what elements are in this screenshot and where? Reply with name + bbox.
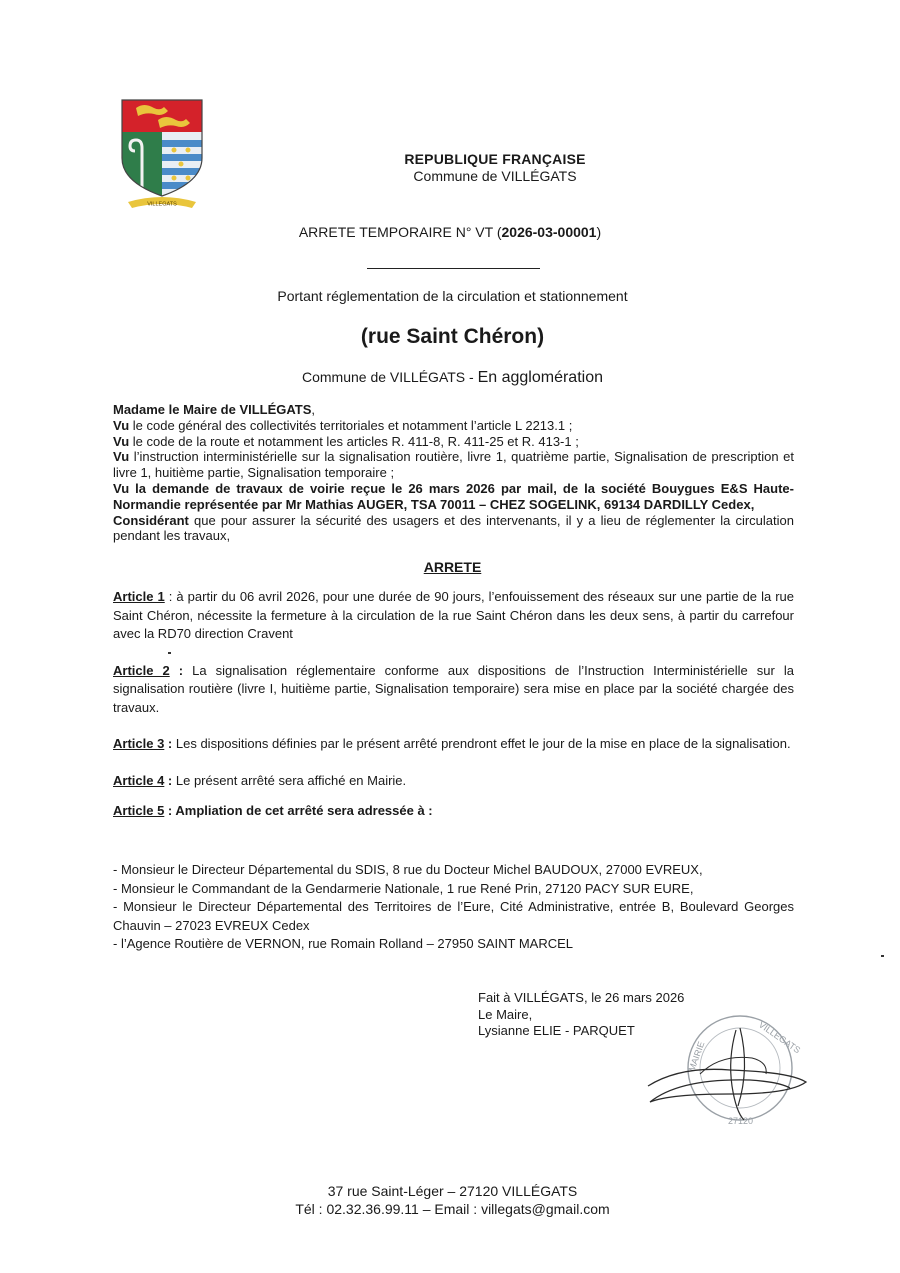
arrete-number xyxy=(0,224,900,240)
commune-zone-area: En agglomération xyxy=(477,369,603,386)
arrete-number-prefix: ARRETE TEMPORAIRE N° VT ( xyxy=(298,224,502,240)
street-name: (rue Saint Chéron) xyxy=(360,325,545,348)
scan-speck xyxy=(881,955,884,957)
title-separator xyxy=(367,268,540,269)
article-separator: : xyxy=(164,736,176,751)
article-label: Article 4 xyxy=(113,772,165,788)
header xyxy=(360,151,630,184)
vu-label: Vu xyxy=(113,417,130,433)
article-label: Article 5 xyxy=(113,803,165,818)
preamble-vu-3 xyxy=(113,449,794,481)
article-text: Ampliation de cet arrêté sera adressée à : xyxy=(175,803,433,818)
footer-contact: Tél : 02.32.36.99.11 – Email : villegats@gmail.com xyxy=(295,1201,610,1217)
article-4 xyxy=(113,772,794,791)
article-label: Article 2 xyxy=(113,662,170,678)
article-3 xyxy=(113,735,794,754)
article-text: Les dispositions définies par le présent arrêté prendront effet le jour de la mise en place de la signalisation. xyxy=(175,736,791,751)
article-separator: : xyxy=(164,803,176,818)
article-label: Article 1 xyxy=(113,589,165,604)
stamp-bottom-text: 27120 xyxy=(728,1116,754,1126)
preamble-considerant xyxy=(113,513,794,545)
preamble-vu-2 xyxy=(113,434,794,450)
decree-subject: Portant réglementation de la circulation et stationnement xyxy=(277,288,628,304)
article-text: La signalisation réglementaire conforme aux dispositions de l’Instruction Interministérielle sur la signalisation routière (livre I, huitième partie, Signalisation temporaire) sera mise en place par la société chargée des travaux. xyxy=(113,662,794,715)
recipient-item: - Monsieur le Directeur Départemental des Territoires de l’Eure, Cité Administrative, entrée B, Boulevard Georges Chauvin – 27023 EVREUX Cedex xyxy=(113,899,794,933)
vu-label: Vu xyxy=(113,433,130,449)
vu-text: l’instruction interministérielle sur la signalisation routière, livre 1, quatrième partie, Signalisation de prescription et livre 1, huitième partie, Signalisation temporaire ; xyxy=(113,449,794,481)
crest-motto: VILLEGATS xyxy=(147,201,177,208)
commune-zone xyxy=(0,369,900,387)
arrete-heading: ARRETE xyxy=(423,559,482,575)
vu-text: le code général des collectivités territoriales et notamment l’article L 2213.1 ; xyxy=(129,417,573,433)
vu-label: Vu xyxy=(113,449,130,465)
scan-speck xyxy=(168,652,171,654)
preamble xyxy=(113,402,794,544)
considerant-label: Considérant xyxy=(113,512,189,528)
recipient-item: - l’Agence Routière de VERNON, rue Romain Rolland – 27950 SAINT MARCEL xyxy=(113,936,574,952)
article-separator: : xyxy=(164,589,177,604)
mayor-stamp-icon xyxy=(640,1008,810,1132)
footer xyxy=(0,1182,900,1218)
vu-text: le code de la route et notamment les articles R. 411-8, R. 411-25 et R. 413-1 ; xyxy=(129,433,579,449)
article-separator: : xyxy=(164,772,176,788)
coat-of-arms-icon xyxy=(118,96,206,212)
article-1 xyxy=(113,588,794,644)
stamp-left-text: MAIRIE xyxy=(686,1040,707,1073)
recipients-list xyxy=(113,861,794,954)
preamble-mayor xyxy=(113,402,794,418)
signature-title: Le Maire, xyxy=(478,1006,533,1022)
article-text: à partir du 06 avril 2026, pour une durée de 90 jours, l’enfouissement des réseaux sur une partie de la rue Saint Chéron, nécessite la fermeture à la circulation de la rue Saint Chéron dans les deux sens, à partir du carrefour avec la RD70 direction Cravent xyxy=(113,589,795,641)
article-text: Le présent arrêté sera affiché en Mairie. xyxy=(175,772,407,788)
recipient-item: - Monsieur le Directeur Départemental du SDIS, 8 rue du Docteur Michel BAUDOUX, 27000 EVREUX, xyxy=(113,862,703,877)
article-separator: : xyxy=(169,662,193,678)
article-2 xyxy=(113,662,794,718)
republic-title: REPUBLIQUE FRANÇAISE xyxy=(404,151,586,167)
footer-address: 37 rue Saint-Léger – 27120 VILLÉGATS xyxy=(327,1183,578,1199)
commune-zone-commune: Commune de VILLÉGATS - xyxy=(301,369,478,385)
article-label: Article 3 xyxy=(113,736,165,751)
articles xyxy=(113,588,794,821)
recipient-item: - Monsieur le Commandant de la Gendarmerie Nationale, 1 rue René Prin, 27120 PACY SUR EURE, xyxy=(113,880,694,896)
vu-request-text: Vu la demande de travaux de voirie reçue le 26 mars 2026 par mail, de la société Bouygues E&S Haute-Normandie représentée par Mr Mathias AUGER, TSA 70011 – CHEZ SOGELINK, 69134 DARDILLY Cedex, xyxy=(113,480,794,512)
arrete-number-suffix: ) xyxy=(596,224,602,240)
preamble-vu-1 xyxy=(113,418,794,434)
commune-name: Commune de VILLÉGATS xyxy=(413,168,577,184)
mayor-title: Madame le Maire de VILLÉGATS xyxy=(113,402,312,417)
arrete-number-value: 2026-03-00001 xyxy=(501,224,597,240)
article-5 xyxy=(113,802,794,821)
considerant-text: que pour assurer la sécurité des usagers et des intervenants, il y a lieu de réglementer la circulation pendant les travaux, xyxy=(113,512,794,544)
stamp-right-text: VILLEGATS xyxy=(756,1019,803,1056)
mayor-comma: , xyxy=(311,402,316,417)
signature-name: Lysianne ELIE - PARQUET xyxy=(478,1023,635,1038)
signature-place-date: Fait à VILLÉGATS, le 26 mars 2026 xyxy=(478,990,685,1005)
preamble-vu-4 xyxy=(113,481,794,513)
